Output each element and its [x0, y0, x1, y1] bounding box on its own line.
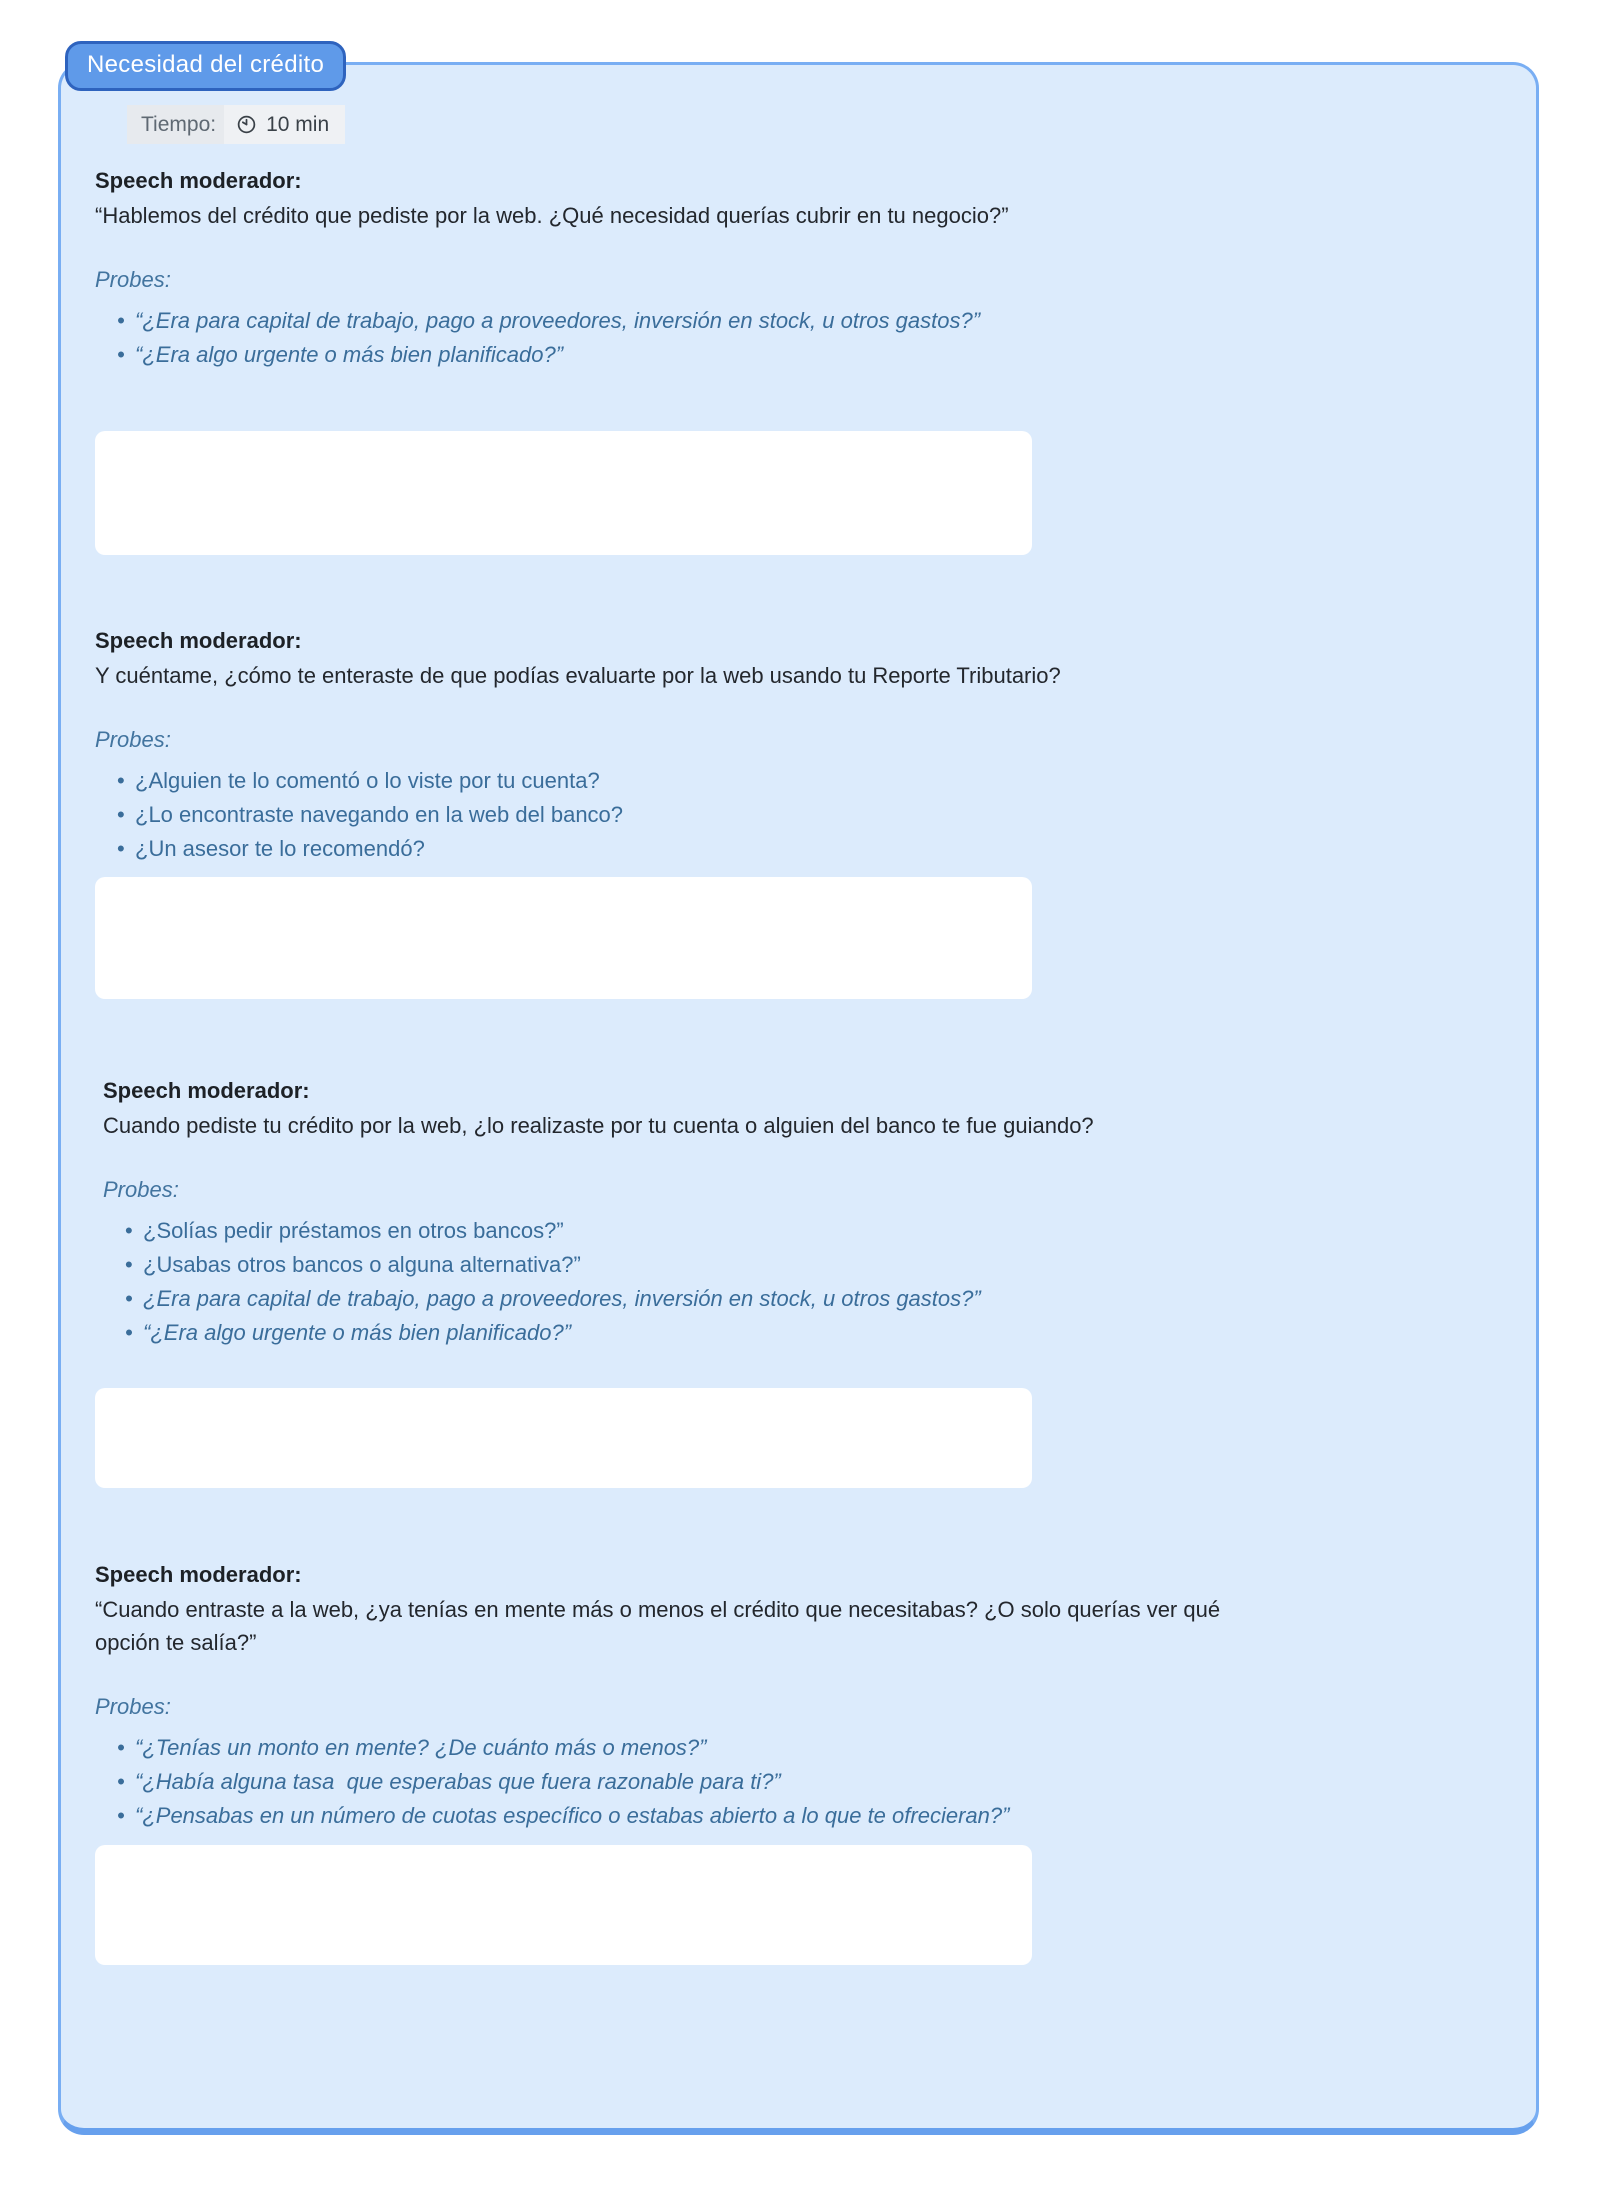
probe-item: • ¿Usabas otros bancos o alguna alternativa?” — [103, 1248, 1493, 1282]
probes-label: Probes: — [95, 267, 171, 292]
guide-section-3 — [103, 1075, 1493, 1350]
guide-section-2 — [95, 625, 1485, 866]
speech-moderator-text: “Hablemos del crédito que pediste por la web. ¿Qué necesidad querías cubrir en tu negocio?” — [95, 203, 1009, 228]
probes-label: Probes: — [95, 727, 171, 752]
section-title-badge: Necesidad del crédito — [65, 41, 346, 91]
probes-label: Probes: — [95, 1694, 171, 1719]
notes-input[interactable] — [95, 1388, 1032, 1488]
probe-item: • ¿Un asesor te lo recomendó? — [95, 832, 1485, 866]
speech-moderator-label: Speech moderador: — [95, 168, 302, 193]
speech-moderator-text: Cuando pediste tu crédito por la web, ¿lo realizaste por tu cuenta o alguien del banco te fue guiando? — [103, 1113, 1094, 1138]
guide-section-1 — [95, 165, 1485, 372]
speech-moderator-label: Speech moderador: — [95, 1562, 302, 1587]
probes-label: Probes: — [103, 1177, 179, 1202]
probe-item: • ¿Lo encontraste navegando en la web del banco? — [95, 798, 1485, 832]
probes-list — [95, 1731, 1485, 1833]
probe-item: • “¿Era para capital de trabajo, pago a proveedores, inversión en stock, u otros gastos?” — [95, 304, 1485, 338]
section-card — [58, 51, 1539, 2135]
time-value: 10 min — [266, 113, 330, 136]
speech-moderator-text: “Cuando entraste a la web, ¿ya tenías en mente más o menos el crédito que necesitabas? ¿O solo querías ver qué opción te salía?” — [95, 1597, 1221, 1655]
time-label: Tiempo: — [127, 105, 224, 144]
speech-moderator-text: Y cuéntame, ¿cómo te enteraste de que podías evaluarte por la web usando tu Reporte Tributario? — [95, 663, 1061, 688]
guide-section-4 — [95, 1559, 1485, 1833]
probe-item: • ¿Era para capital de trabajo, pago a proveedores, inversión en stock, u otros gastos?” — [103, 1282, 1493, 1316]
probe-item: • ¿Alguien te lo comentó o lo viste por tu cuenta? — [95, 764, 1485, 798]
probes-list — [103, 1214, 1493, 1350]
probes-list — [95, 764, 1485, 866]
probe-item: • “¿Era algo urgente o más bien planificado?” — [95, 338, 1485, 372]
clock-icon — [236, 114, 257, 135]
probe-item: • ¿Solías pedir préstamos en otros bancos?” — [103, 1214, 1493, 1248]
time-chip — [127, 105, 345, 144]
probe-item: • “¿Pensabas en un número de cuotas específico o estabas abierto a lo que te ofrecieran?” — [95, 1799, 1485, 1833]
speech-moderator-label: Speech moderador: — [103, 1078, 310, 1103]
probes-list — [95, 304, 1485, 372]
notes-input[interactable] — [95, 877, 1032, 999]
probe-item: • “¿Era algo urgente o más bien planificado?” — [103, 1316, 1493, 1350]
probe-item: • “¿Había alguna tasa que esperabas que fuera razonable para ti?” — [95, 1765, 1485, 1799]
notes-input[interactable] — [95, 431, 1032, 555]
time-value-wrap — [224, 105, 345, 144]
probe-item: • “¿Tenías un monto en mente? ¿De cuánto más o menos?” — [95, 1731, 1485, 1765]
speech-moderator-label: Speech moderador: — [95, 628, 302, 653]
notes-input[interactable] — [95, 1845, 1032, 1965]
